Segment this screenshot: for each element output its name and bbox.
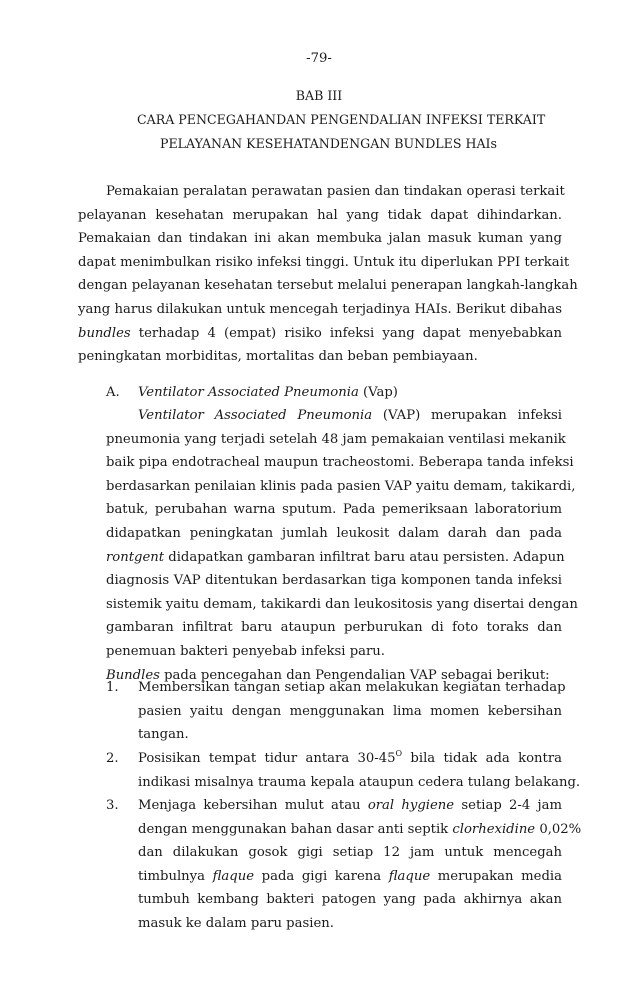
bundles-intro: Bundles pada pencegahan dan Pengendalian VAP sebagai berikut: [106,667,550,683]
section-a-line: Ventilator Associated Pneumonia (VAP) merupakan infeksi [138,408,562,423]
chapter-title-line-2: PELAYANAN KESEHATANDENGAN BUNDLES HAIs [160,136,497,151]
intro-line: bundles terhadap 4 (empat) risiko infeksi yang dapat menyebabkan [78,325,562,341]
section-a-line: batuk, perubahan warna sputum. Pada pemeriksaan laboratorium [106,502,562,518]
intro-paragraph [78,180,578,369]
section-a-line: gambaran infiltrat baru ataupun perburukan di foto toraks dan [106,620,562,636]
list-item: Membersikan tangan setiap akan melakukan kegiatan terhadap pasien yaitu dengan menggunakan lima momen kebersihan tangan. [138,680,566,743]
section-a-line: baik pipa endotracheal maupun tracheostomi. Beberapa tanda infeksi [106,455,574,471]
page-number: -79- [306,51,332,66]
section-a-line: didapatkan peningkatan jumlah leukosit dalam darah dan pada [106,525,562,541]
list-item: Menjaga kebersihan mulut atau oral hygiene setiap 2-4 jam dengan menggunakan bahan dasar anti septik clorhexidine 0,02% dan dilakukan gosok gigi setiap 12 jam untuk mencegah timbulnya flaque pada gigi karena flaque merupakan media tumbuh kembang bakteri patogen yang pada akhirnya akan masuk ke dalam paru pasien. [138,798,582,931]
list-item-number: 1. [106,680,119,695]
chapter-label: BAB III [295,88,343,103]
list-item: Posisikan tempat tidur antara $30-45^O$ bila tidak ada kontra indikasi misalnya trauma kepala ataupun cedera tulang belakang. [138,749,581,790]
section-a-line: pneumonia yang terjadi setelah 48 jam pemakaian ventilasi mekanik [106,431,566,447]
section-a-label: A. [106,385,120,400]
section-a-paragraph [106,404,578,687]
chapter-title-line-1: CARA PENCEGAHANDAN PENGENDALIAN INFEKSI TERKAIT [137,112,546,127]
section-a-line: sistemik yaitu demam, takikardi dan leukositosis yang disertai dengan [106,596,578,612]
list-item-number: 2. [106,751,119,766]
section-a-heading: Ventilator Associated Pneumonia (Vap) [138,385,398,400]
section-a-line: penemuan bakteri penyebab infeksi paru. [106,643,385,659]
intro-line: pelayanan kesehatan merupakan hal yang tidak dapat dihindarkan. [78,207,562,223]
section-a-line: berdasarkan penilaian klinis pada pasien VAP yaitu demam, takikardi, [106,478,576,494]
section-a-line: diagnosis VAP ditentukan berdasarkan tiga komponen tanda infeksi [106,573,562,589]
intro-line: yang harus dilakukan untuk mencegah terjadinya HAIs. Berikut dibahas [78,301,562,317]
list-item-number: 3. [106,798,119,813]
intro-line: dengan pelayanan kesehatan tersebut melalui penerapan langkah-langkah [78,278,578,294]
italic-term: bundles [78,325,131,341]
section-a-line: rontgent didapatkan gambaran infiltrat baru atau persisten. Adapun [106,549,565,565]
intro-line: peningkatan morbiditas, mortalitas dan beban pembiayaan. [78,349,478,365]
intro-line: Pemakaian peralatan perawatan pasien dan tindakan operasi terkait [106,184,565,199]
intro-line: Pemakaian dan tindakan ini akan membuka jalan masuk kuman yang [78,231,562,247]
intro-line: dapat menimbulkan risiko infeksi tinggi. Untuk itu diperlukan PPI terkait [78,254,570,270]
